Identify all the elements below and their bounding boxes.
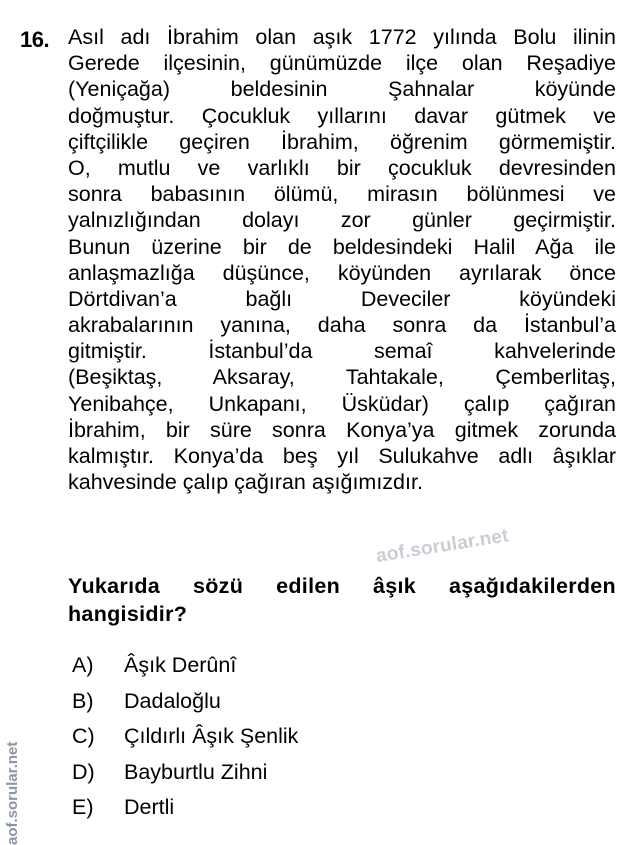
passage-line: İbrahim, bir süre sonra Konya’ya gitmek zorunda bbox=[68, 417, 616, 442]
option-text: Âşık Derûnî bbox=[124, 653, 237, 677]
watermark-side: aof.sorular.net bbox=[4, 741, 21, 845]
option-b[interactable] bbox=[72, 688, 472, 724]
option-text: Dertli bbox=[124, 795, 175, 819]
passage-line: (Beşiktaş, Aksaray, Tahtakale, Çemberlitaş, bbox=[68, 365, 616, 390]
passage-line: Gerede ilçesinin, günümüzde ilçe olan Reşadiye bbox=[68, 51, 616, 76]
passage-line: Bunun üzerine bir de beldesindeki Halil Ağa ile bbox=[68, 234, 616, 259]
prompt-line: Yukarıda sözü edilen âşık aşağıdakilerden bbox=[68, 574, 616, 598]
passage-line: (Yeniçağa) beldesinin Şahnalar köyünde bbox=[68, 77, 616, 102]
option-text: Bayburtlu Zihni bbox=[124, 759, 268, 784]
passage-line: akrabalarının yanına, daha sonra da İstanbul’a bbox=[68, 313, 616, 338]
passage-line: gitmiştir. İstanbul’da semaî kahvelerinde bbox=[68, 339, 616, 364]
passage-line: çiftçilikle geçiren İbrahim, öğrenim görmemiştir. bbox=[68, 129, 616, 154]
passage-line: Dörtdivan’a bağlı Deveciler köyündeki bbox=[68, 286, 616, 311]
option-a[interactable] bbox=[72, 652, 472, 688]
option-letter: D) bbox=[72, 759, 95, 784]
option-letter: A) bbox=[72, 653, 94, 677]
passage-line: O, mutlu ve varlıklı bir çocukluk devresinden bbox=[68, 155, 616, 180]
prompt-line: hangisidir? bbox=[68, 602, 188, 626]
option-e[interactable] bbox=[72, 794, 472, 830]
passage-line: yalnızlığından dolayı zor günler geçirmiştir. bbox=[68, 208, 616, 233]
watermark-center: aof.sorular.net bbox=[374, 525, 511, 568]
option-letter: E) bbox=[72, 795, 94, 819]
question-number: 16. bbox=[20, 27, 50, 52]
passage-line: Yenibahçe, Unkapanı, Üsküdar) çalıp çağıran bbox=[68, 391, 616, 416]
passage-line: Asıl adı İbrahim olan aşık 1772 yılında Bolu ilinin bbox=[68, 25, 616, 49]
passage-line: kalmıştır. Konya’da beş yıl Sulukahve adlı âşıklar bbox=[68, 444, 616, 468]
option-d[interactable] bbox=[72, 759, 472, 795]
passage-line: kahvesinde çalıp çağıran aşığımızdır. bbox=[68, 470, 423, 495]
question-passage bbox=[68, 24, 616, 495]
option-letter: C) bbox=[72, 724, 95, 748]
question-prompt bbox=[68, 572, 616, 628]
option-c[interactable] bbox=[72, 723, 472, 759]
option-letter: B) bbox=[72, 688, 94, 713]
option-text: Dadaloğlu bbox=[124, 688, 221, 713]
answer-options bbox=[72, 652, 472, 830]
option-text: Çıldırlı Âşık Şenlik bbox=[124, 724, 299, 748]
passage-line: anlaşmazlığa düşünce, köyünden ayrılarak önce bbox=[68, 260, 616, 285]
passage-line: sonra babasının ölümü, mirasın bölünmesi ve bbox=[68, 182, 616, 207]
passage-line: doğmuştur. Çocukluk yıllarını davar gütmek ve bbox=[68, 103, 616, 128]
